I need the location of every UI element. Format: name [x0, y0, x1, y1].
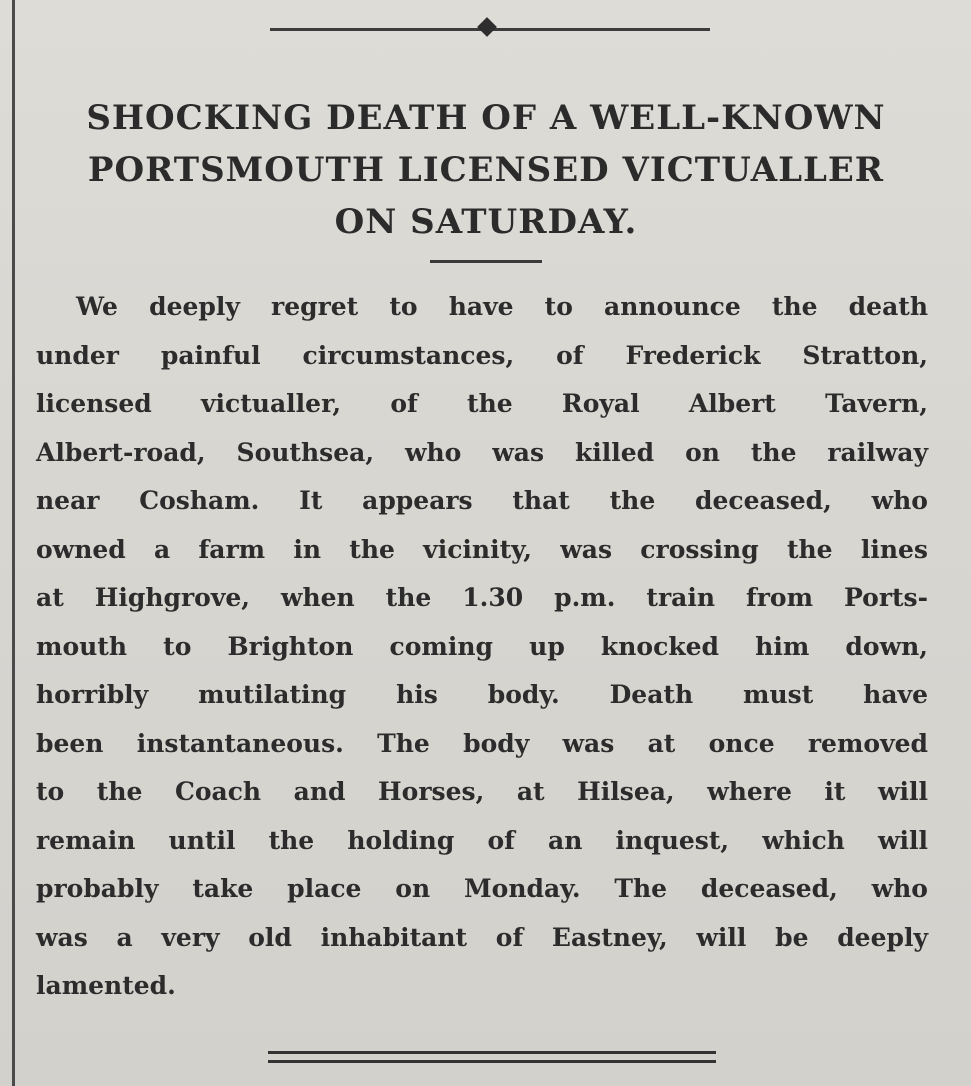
headline-line-2: PORTSMOUTH LICENSED VICTUALLER [87, 150, 885, 190]
article-line: probably take place on Monday. The deceased, who [36, 874, 928, 903]
article-headline [30, 92, 942, 248]
article-line: remain until the holding of an inquest, which will [36, 825, 928, 855]
article-line: lamented. [36, 971, 176, 1000]
article-line: to the Coach and Horses, at Hilsea, where it will [36, 777, 928, 806]
article-body [36, 283, 928, 1011]
article-line: near Cosham. It appears that the deceased, who [36, 486, 928, 515]
article-line: We deeply regret to have to announce the death [76, 292, 928, 321]
article-line: been instantaneous. The body was at once removed [36, 728, 928, 758]
closing-rule-bottom [268, 1060, 716, 1063]
diamond-ornament-icon [477, 17, 497, 37]
headline-divider [430, 260, 542, 263]
article-line: at Highgrove, when the 1.30 p.m. train from Ports- [36, 583, 928, 612]
article-line: horribly mutilating his body. Death must have [36, 680, 928, 709]
article-line: licensed victualler, of the Royal Albert Tavern, [36, 389, 928, 418]
article-line: under painful circumstances, of Frederick Stratton, [36, 340, 928, 370]
article-line: was a very old inhabitant of Eastney, will be deeply [36, 922, 928, 952]
headline-line-3: ON SATURDAY. [334, 202, 638, 242]
article-line: Albert-road, Southsea, who was killed on the railway [36, 437, 928, 467]
article-line: mouth to Brighton coming up knocked him down, [36, 631, 928, 661]
headline-line-1: SHOCKING DEATH OF A WELL-KNOWN [86, 98, 886, 138]
closing-rule-top [268, 1051, 716, 1054]
column-rule [12, 0, 15, 1086]
article-line: owned a farm in the vicinity, was crossing the lines [36, 534, 928, 564]
